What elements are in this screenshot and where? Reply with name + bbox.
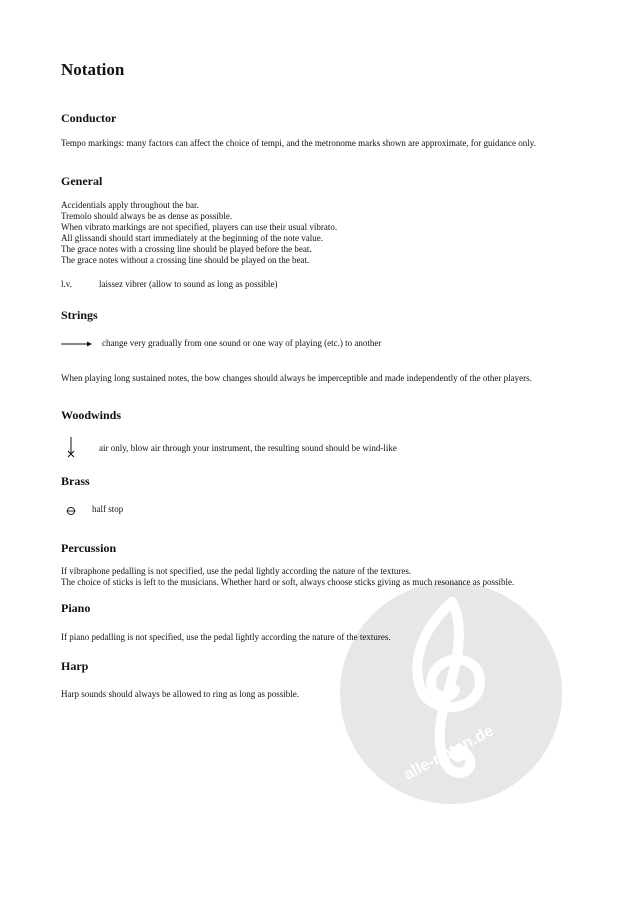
brass-heading: Brass — [61, 474, 90, 488]
strings-text: When playing long sustained notes, the bow changes should always be imperceptible and made independently of the other players. — [61, 373, 532, 383]
piano-heading: Piano — [61, 601, 91, 615]
air-note-icon — [67, 436, 77, 458]
watermark-text: alle-noten.de — [401, 722, 497, 784]
air-only-description: air only, blow air through your instrument, the resulting sound should be wind-like — [99, 443, 397, 453]
general-heading: General — [61, 174, 103, 188]
arrow-description: change very gradually from one sound or one way of playing (etc.) to another — [102, 338, 382, 348]
lv-description: laissez vibrer (allow to sound as long as possible) — [99, 279, 278, 289]
percussion-heading: Percussion — [61, 541, 117, 555]
arrow-right-icon — [61, 340, 93, 348]
general-line: The grace notes with a crossing line should be played before the beat. — [61, 244, 312, 254]
harp-text: Harp sounds should always be allowed to ring as long as possible. — [61, 689, 299, 699]
general-line: Accidentials apply throughout the bar. — [61, 200, 199, 210]
piano-text: If piano pedalling is not specified, use the pedal lightly according the nature of the textures. — [61, 632, 391, 642]
general-list — [61, 200, 581, 266]
percussion-line: The choice of sticks is left to the musicians. Whether hard or soft, always choose sticks giving as much resonance as possible. — [61, 577, 515, 587]
half-stop-description: half stop — [92, 504, 124, 514]
harp-heading: Harp — [61, 659, 89, 673]
page-title: Notation — [61, 60, 125, 79]
percussion-line: If vibraphone pedalling is not specified, use the pedal lightly according the nature of the textures. — [61, 566, 412, 576]
general-line: Tremolo should always be as dense as possible. — [61, 211, 233, 221]
half-stop-icon — [66, 506, 76, 516]
general-line: The grace notes without a crossing line should be played on the beat. — [61, 255, 310, 265]
conductor-text: Tempo markings: many factors can affect the choice of tempi, and the metronome marks shown are approximate, for guidance only. — [61, 138, 536, 148]
percussion-list — [61, 566, 581, 588]
conductor-heading: Conductor — [61, 111, 117, 125]
general-line: All glissandi should start immediately at the beginning of the note value. — [61, 233, 323, 243]
general-line: When vibrato markings are not specified, players can use their usual vibrato. — [61, 222, 338, 232]
strings-heading: Strings — [61, 308, 98, 322]
woodwinds-heading: Woodwinds — [61, 408, 122, 422]
lv-abbreviation: l.v. — [61, 279, 72, 289]
